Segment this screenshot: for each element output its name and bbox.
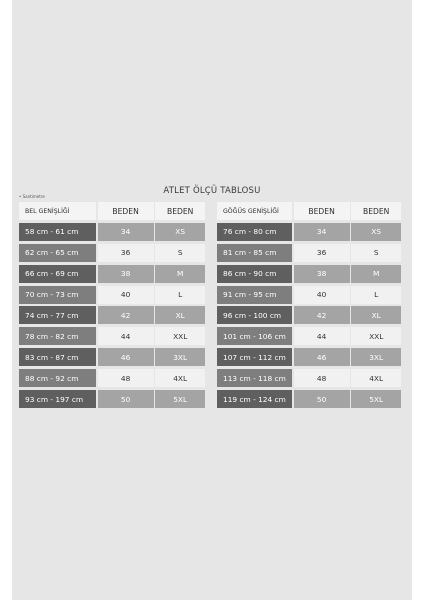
numeric-size-cell: 46 [294, 348, 350, 366]
letter-size-cell: S [351, 244, 401, 262]
column-header: BEDEN [294, 202, 350, 220]
letter-size-cell: L [155, 286, 205, 304]
numeric-size-cell: 40 [98, 286, 154, 304]
measurement-cell: 81 cm - 85 cm [217, 244, 292, 262]
table-row [19, 286, 205, 304]
numeric-size-cell: 38 [294, 265, 350, 283]
measurement-cell: 62 cm - 65 cm [19, 244, 96, 262]
chart-title: ATLET ÖLÇÜ TABLOSU [163, 186, 261, 196]
table-row [217, 286, 401, 304]
letter-size-cell: 3XL [351, 348, 401, 366]
numeric-size-cell: 38 [98, 265, 154, 283]
numeric-size-cell: 40 [294, 286, 350, 304]
numeric-size-cell: 36 [98, 244, 154, 262]
column-header: BEL GENİŞLİĞİ [19, 202, 96, 220]
measurement-cell: 83 cm - 87 cm [19, 348, 96, 366]
letter-size-cell: 5XL [155, 390, 205, 408]
letter-size-cell: 4XL [351, 369, 401, 387]
table-row [217, 306, 401, 324]
letter-size-cell: XL [155, 306, 205, 324]
measurement-cell: 96 cm - 100 cm [217, 306, 292, 324]
numeric-size-cell: 50 [98, 390, 154, 408]
letter-size-cell: XL [351, 306, 401, 324]
column-header: BEDEN [98, 202, 154, 220]
table-row [217, 390, 401, 408]
letter-size-cell: M [155, 265, 205, 283]
table-row [19, 390, 205, 408]
letter-size-cell: M [351, 265, 401, 283]
measurement-cell: 86 cm - 90 cm [217, 265, 292, 283]
table-row [19, 348, 205, 366]
measurement-cell: 58 cm - 61 cm [19, 223, 96, 241]
table-row [217, 265, 401, 283]
measurement-cell: 66 cm - 69 cm [19, 265, 96, 283]
measurement-cell: 76 cm - 80 cm [217, 223, 292, 241]
table-row [217, 244, 401, 262]
measurement-cell: 70 cm - 73 cm [19, 286, 96, 304]
table-row [217, 348, 401, 366]
table-row [217, 223, 401, 241]
measurement-cell: 91 cm - 95 cm [217, 286, 292, 304]
numeric-size-cell: 46 [98, 348, 154, 366]
column-header: BEDEN [155, 202, 205, 220]
letter-size-cell: 4XL [155, 369, 205, 387]
numeric-size-cell: 44 [98, 327, 154, 345]
table-row [19, 327, 205, 345]
table-row [19, 223, 205, 241]
measurement-cell: 88 cm - 92 cm [19, 369, 96, 387]
numeric-size-cell: 34 [98, 223, 154, 241]
chest-size-table [217, 202, 401, 411]
measurement-cell: 119 cm - 124 cm [217, 390, 292, 408]
table-header-row [217, 202, 401, 220]
letter-size-cell: L [351, 286, 401, 304]
letter-size-cell: XS [155, 223, 205, 241]
numeric-size-cell: 34 [294, 223, 350, 241]
letter-size-cell: S [155, 244, 205, 262]
numeric-size-cell: 50 [294, 390, 350, 408]
measurement-cell: 113 cm - 118 cm [217, 369, 292, 387]
numeric-size-cell: 44 [294, 327, 350, 345]
table-row [217, 369, 401, 387]
table-row [19, 369, 205, 387]
table-row [19, 265, 205, 283]
numeric-size-cell: 36 [294, 244, 350, 262]
measurement-cell: 101 cm - 106 cm [217, 327, 292, 345]
letter-size-cell: 5XL [351, 390, 401, 408]
measurement-cell: 93 cm - 197 cm [19, 390, 96, 408]
table-header-row [19, 202, 205, 220]
numeric-size-cell: 42 [98, 306, 154, 324]
numeric-size-cell: 42 [294, 306, 350, 324]
letter-size-cell: 3XL [155, 348, 205, 366]
unit-note: • Santimetre [19, 194, 45, 199]
letter-size-cell: XXL [155, 327, 205, 345]
letter-size-cell: XXL [351, 327, 401, 345]
measurement-cell: 107 cm - 112 cm [217, 348, 292, 366]
waist-size-table [19, 202, 205, 411]
column-header: GÖĞÜS GENİŞLİĞİ [217, 202, 292, 220]
table-row [19, 244, 205, 262]
numeric-size-cell: 48 [294, 369, 350, 387]
measurement-cell: 74 cm - 77 cm [19, 306, 96, 324]
numeric-size-cell: 48 [98, 369, 154, 387]
measurement-cell: 78 cm - 82 cm [19, 327, 96, 345]
table-row [19, 306, 205, 324]
letter-size-cell: XS [351, 223, 401, 241]
column-header: BEDEN [351, 202, 401, 220]
table-row [217, 327, 401, 345]
